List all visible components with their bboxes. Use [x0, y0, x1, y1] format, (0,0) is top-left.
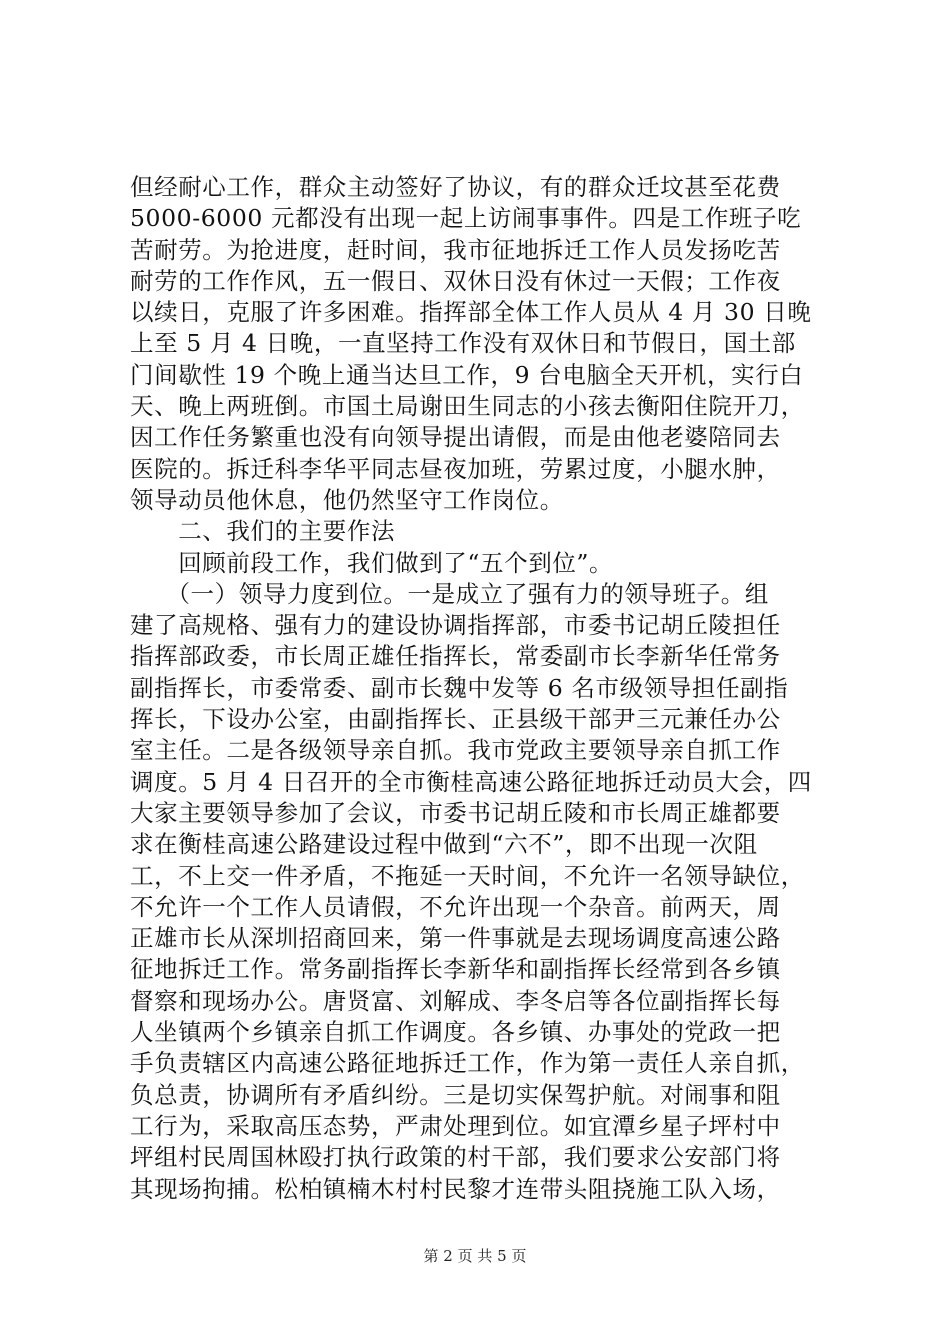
text-line: 工，不上交一件矛盾，不拖延一天时间，不允许一名领导缺位，	[130, 861, 805, 890]
text-line: 建了高规格、强有力的建设协调指挥部，市委书记胡丘陵担任	[130, 611, 781, 640]
text-line: 室主任。二是各级领导亲自抓。我市党政主要领导亲自抓工作	[130, 736, 781, 765]
text-line: 坪组村民周国林殴打执行政策的村干部，我们要求公安部门将	[130, 1143, 781, 1172]
text-line: （一）领导力度到位。一是成立了强有力的领导班子。组	[130, 579, 769, 608]
text-line: 因工作任务繁重也没有向领导提出请假，而是由他老婆陪同去	[130, 423, 781, 452]
text-line: 不允许一个工作人员请假，不允许出现一个杂音。前两天，周	[130, 892, 781, 921]
text-line: 调度。5 月 4 日召开的全市衡桂高速公路征地拆迁动员大会，四	[130, 767, 812, 796]
text-line: 上至 5 月 4 日晚，一直坚持工作没有双休日和节假日，国土部	[130, 329, 796, 358]
text-line: 工行为，采取高压态势，严肃处理到位。如宜潭乡星子坪村中	[130, 1111, 781, 1140]
text-line: 征地拆迁工作。常务副指挥长李新华和副指挥长经常到各乡镇	[130, 955, 781, 984]
text-line: 负总责，协调所有矛盾纠纷。三是切实保驾护航。对闹事和阻	[130, 1080, 781, 1109]
text-line: 人坐镇两个乡镇亲自抓工作调度。各乡镇、办事处的党政一把	[130, 1018, 781, 1047]
text-line: 副指挥长，市委常委、副市长魏中发等 6 名市级领导担任副指	[130, 673, 789, 702]
text-line: 二、我们的主要作法	[130, 517, 396, 546]
page-footer: 第 2 页 共 5 页	[423, 1247, 527, 1265]
text-line: 督察和现场办公。唐贤富、刘解成、李冬启等各位副指挥长每	[130, 986, 781, 1015]
text-line: 天、晚上两班倒。市国土局谢田生同志的小孩去衡阳住院开刀，	[130, 392, 805, 421]
text-line: 大家主要领导参加了会议，市委书记胡丘陵和市长周正雄都要	[130, 798, 781, 827]
text-line: 求在衡桂高速公路建设过程中做到“六不”，即不出现一次阻	[130, 830, 758, 859]
text-line: 领导动员他休息，他仍然坚守工作岗位。	[130, 485, 564, 514]
text-line: 门间歇性 19 个晚上通当达旦工作，9 台电脑全天开机，实行白	[130, 360, 804, 389]
text-line: 回顾前段工作，我们做到了“五个到位”。	[130, 548, 614, 577]
body-text	[130, 172, 830, 1205]
text-line: 苦耐劳。为抢进度，赶时间，我市征地拆迁工作人员发扬吃苦	[130, 235, 781, 264]
text-line: 正雄市长从深圳招商回来，第一件事就是去现场调度高速公路	[130, 924, 781, 953]
text-line: 以续日，克服了许多困难。指挥部全体工作人员从 4 月 30 日晚	[130, 298, 812, 327]
text-line: 其现场拘捕。松柏镇楠木村村民黎才连带头阻挠施工队入场，	[130, 1174, 781, 1203]
text-line: 医院的。拆迁科李华平同志昼夜加班，劳累过度，小腿水肿，	[130, 454, 781, 483]
text-line: 手负责辖区内高速公路征地拆迁工作，作为第一责任人亲自抓，	[130, 1049, 805, 1078]
text-line: 指挥部政委，市长周正雄任指挥长，常委副市长李新华任常务	[130, 642, 781, 671]
text-line: 5000-6000 元都没有出现一起上访闹事事件。四是工作班子吃	[130, 204, 802, 233]
text-line: 挥长，下设办公室，由副指挥长、正县级干部尹三元兼任办公	[130, 705, 781, 734]
text-line: 但经耐心工作，群众主动签好了协议，有的群众迁坟甚至花费	[130, 173, 781, 201]
text-line: 耐劳的工作作风，五一假日、双休日没有休过一天假；工作夜	[130, 266, 781, 295]
